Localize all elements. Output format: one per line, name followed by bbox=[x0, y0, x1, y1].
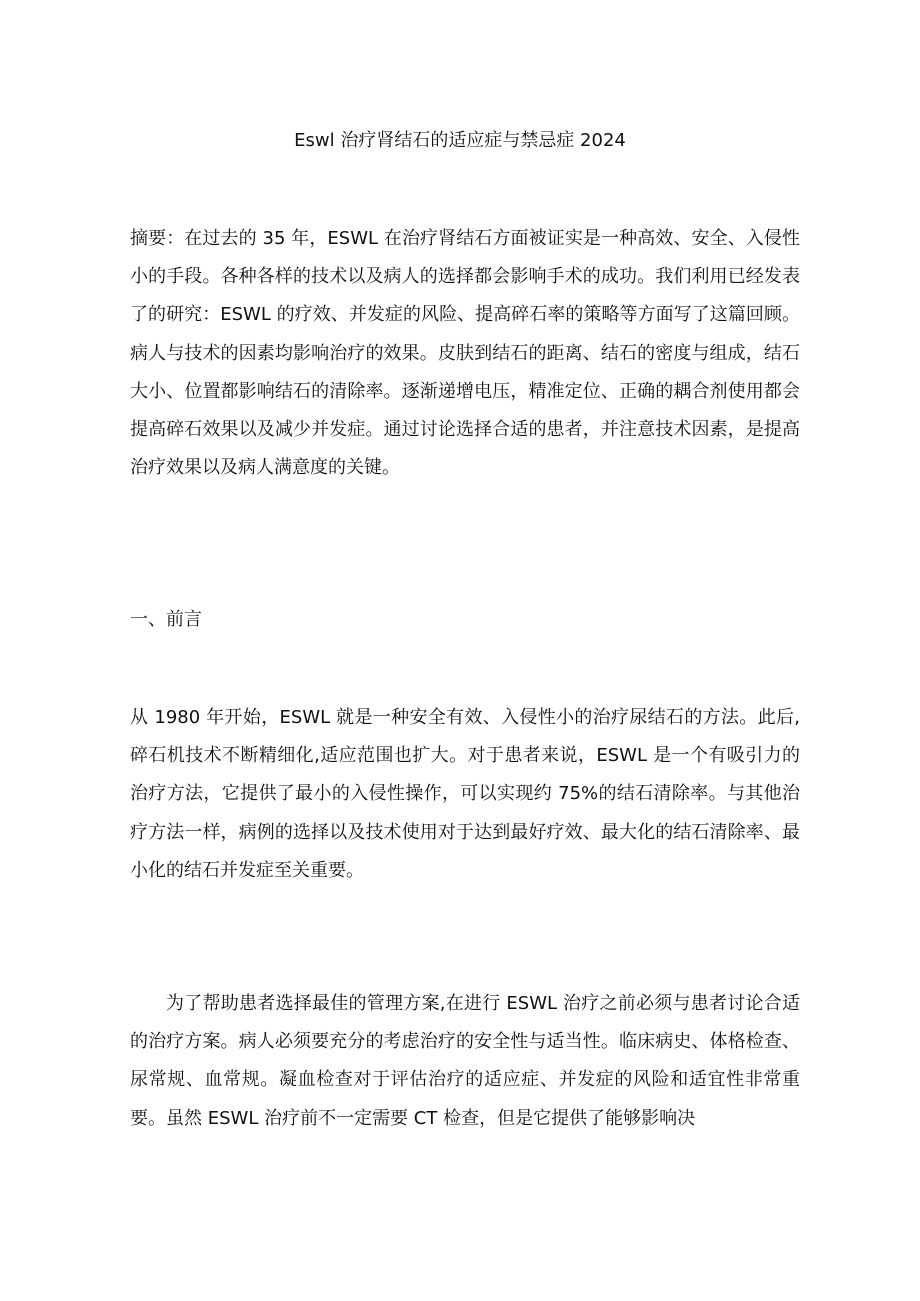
intro-paragraph: 从 1980 年开始，ESWL 就是一种安全有效、入侵性小的治疗尿结石的方法。此后,碎石机技术不断精细化,适应范围也扩大。对于患者来说，ESWL 是一个有吸引力的治疗方法，它提供了最小的入侵性操作，可以实现约 75%的结石清除率。与其他治疗方法一样，病例的选择以及技术使用对于达到最好疗效、最大化的结石清除率、最小化的结石并发症至关重要。 bbox=[130, 707, 800, 881]
abstract-paragraph: 摘要：在过去的 35 年，ESWL 在治疗肾结石方面被证实是一种高效、安全、入侵性小的手段。各种各样的技术以及病人的选择都会影响手术的成功。我们利用已经发表了的研究：ESWL 的疗效、并发症的风险、提高碎石率的策略等方面写了这篇回顾。病人与技术的因素均影响治疗的效果。皮肤到结石的距离、结石的密度与组成，结石大小、位置都影响结石的清除率。逐渐递增电压，精准定位、正确的耦合剂使用都会提高碎石效果以及减少并发症。通过讨论选择合适的患者，并注意技术因素，是提高治疗效果以及病人满意度的关键。 bbox=[130, 228, 800, 479]
section-heading-preface: 一、前言 bbox=[130, 609, 202, 630]
document-title: Eswl 治疗肾结石的适应症与禁忌症 2024 bbox=[294, 130, 626, 151]
body-paragraph: 为了帮助患者选择最佳的管理方案,在进行 ESWL 治疗之前必须与患者讨论合适的治疗方案。病人必须要充分的考虑治疗的安全性与适当性。临床病史、体格检查、尿常规、血常规。凝血检查对于评估治疗的适应症、并发症的风险和适宜性非常重要。虽然 ESWL 治疗前不一定需要 CT 检查，但是它提供了能够影响决 bbox=[130, 993, 800, 1129]
